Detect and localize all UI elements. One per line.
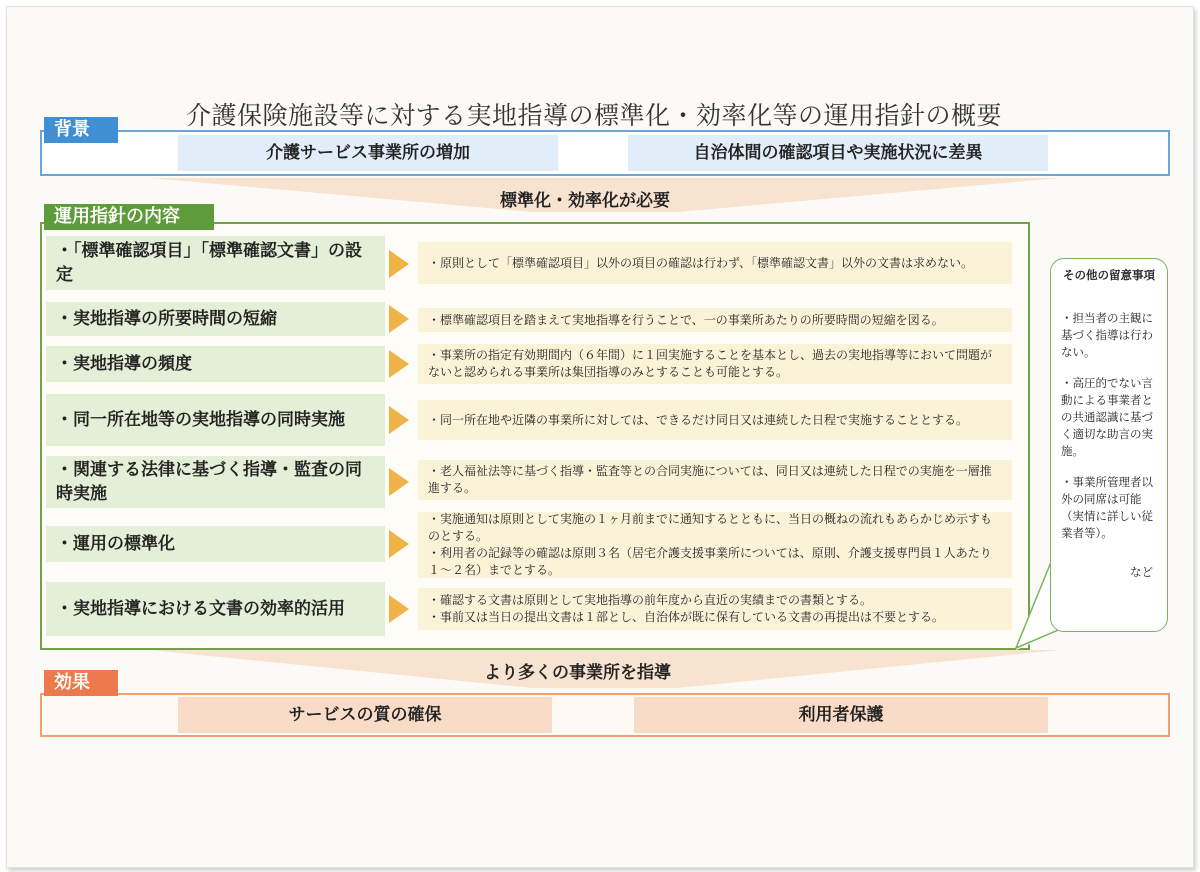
effect-item-protection: 利用者保護	[634, 697, 1048, 733]
guideline-row-desc	[418, 242, 1012, 284]
arrow-right-icon	[389, 250, 409, 278]
guideline-row-desc	[418, 308, 1012, 332]
effect-item-quality: サービスの質の確保	[178, 697, 552, 733]
arrow-right-icon	[389, 350, 409, 378]
guideline-row-desc-line: ・確認する文書は原則として実地指導の前年度から直近の実績までの書類とする。	[428, 593, 873, 607]
page-title: 介護保険施設等に対する実地指導の標準化・効率化等の運用指針の概要	[186, 101, 1003, 130]
arrow-right-icon	[389, 595, 409, 623]
background-tag: 背景	[44, 117, 118, 143]
guideline-tag: 運用指針の内容	[44, 204, 214, 230]
guideline-row-label: ・実地指導の所要時間の短縮	[46, 302, 385, 336]
guideline-row-desc-line: ・事前又は当日の提出文書は１部とし、自治体が既に保有している文書の再提出は不要とする。	[428, 610, 945, 624]
guideline-row-desc	[418, 588, 1012, 630]
background-item-increase: 介護サービス事業所の増加	[178, 135, 558, 171]
side-note-item: ・高圧的でない言動による事業者との共通認識に基づく適切な助言の実施。	[1061, 376, 1153, 458]
guideline-row-label: ・同一所在地等の実地指導の同時実施	[46, 394, 385, 446]
side-note-title: その他の留意事項	[1063, 268, 1155, 282]
arrow-right-icon	[389, 530, 409, 558]
guideline-row-label: ・関連する法律に基づく指導・監査の同時実施	[46, 456, 385, 508]
result-label: より多くの事業所を指導	[484, 663, 671, 683]
guideline-row-desc-line: ・老人福祉法等に基づく指導・監査等との合同実施については、同日又は連続した日程での実施を一層推進する。	[428, 464, 992, 495]
side-note	[1050, 258, 1168, 632]
need-label: 標準化・効率化が必要	[500, 191, 670, 211]
guideline-row-desc-line: ・同一所在地や近隣の事業所に対しては、できるだけ同日又は連続した日程で実施することとする。	[428, 412, 969, 427]
guideline-row-desc	[418, 512, 1012, 578]
side-note-etc: など	[1130, 565, 1153, 579]
guideline-row-label: ・実地指導における文書の効率的活用	[46, 582, 385, 636]
guideline-row-desc-line: ・利用者の記録等の確認は原則３名（居宅介護支援事業所については、原則、介護支援専門員１人あたり１～２名）までとする。	[428, 546, 992, 577]
arrow-right-icon	[389, 305, 409, 333]
guideline-row-desc	[418, 460, 1012, 500]
guideline-row-desc-line: ・事業所の指定有効期間内（６年間）に１回実施することを基本とし、過去の実地指導等において問題がないと認められる事業所は集団指導のみとすることも可能とする。	[428, 348, 993, 379]
guideline-row-desc	[418, 344, 1012, 384]
guideline-row-desc-line: ・標準確認項目を踏まえて実地指導を行うことで、一の事業所あたりの所要時間の短縮を図る。	[428, 312, 944, 327]
guideline-row-desc-line: ・実施通知は原則として実施の１ヶ月前までに通知するとともに、当日の概ねの流れもあらかじめ示すものとする。	[428, 512, 993, 543]
guideline-row-label: ・運用の標準化	[46, 526, 385, 562]
guideline-row-label: ・「標準確認項目」「標準確認文書」の設定	[46, 236, 385, 290]
arrow-right-icon	[389, 468, 409, 496]
arrow-right-icon	[389, 406, 409, 434]
side-note-item: ・事業所管理者以外の同席は可能（実情に詳しい従業者等）。	[1061, 475, 1153, 540]
guideline-row-label: ・実地指導の頻度	[46, 346, 385, 382]
guideline-row-desc-line: ・原則として「標準確認項目」以外の項目の確認は行わず、「標準確認文書」以外の文書は求めない。	[428, 255, 974, 270]
effect-tag: 効果	[44, 670, 118, 696]
background-item-variance: 自治体間の確認項目や実施状況に差異	[628, 135, 1048, 171]
guideline-row-desc	[418, 400, 1012, 440]
side-note-item: ・担当者の主観に基づく指導は行わない。	[1061, 311, 1153, 359]
